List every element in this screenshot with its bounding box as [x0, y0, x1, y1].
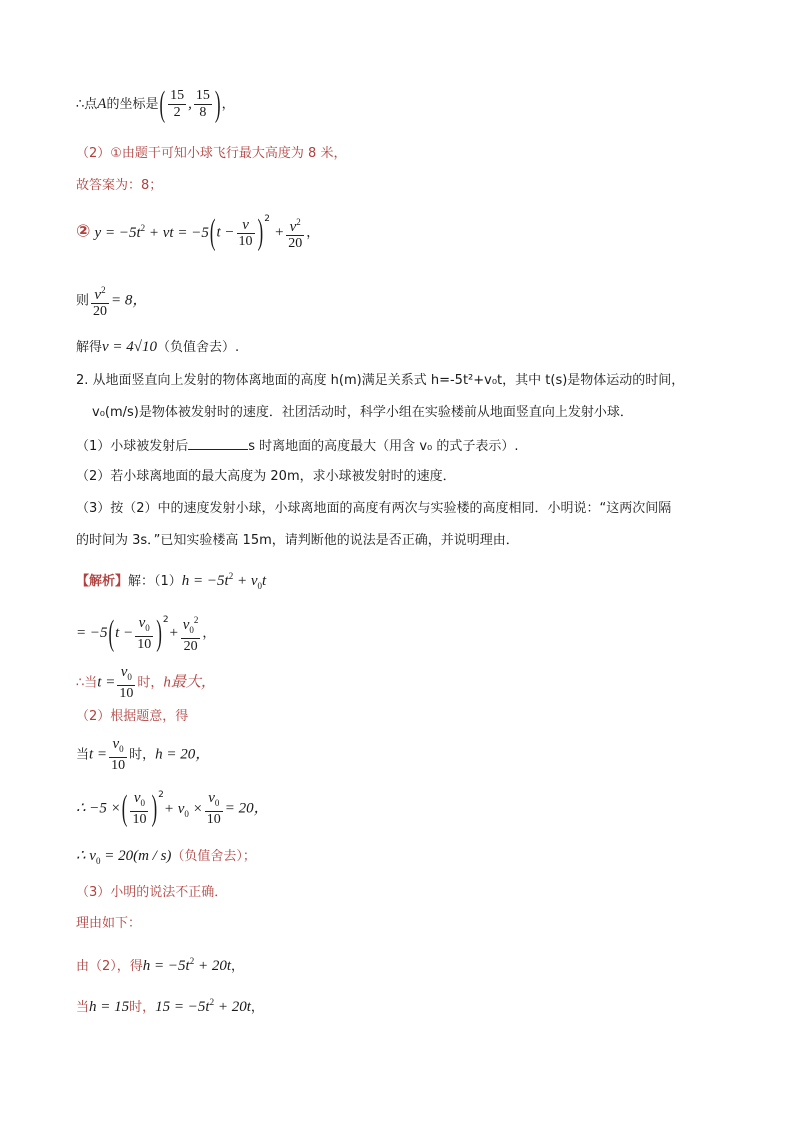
when-h15: 当h = 15时，$15 = -5t^2 + 20t$， — [76, 997, 264, 1015]
solution-start — [76, 567, 266, 595]
discard-note: （负值舍去）. — [157, 340, 240, 355]
frac-y: $\frac{15}{8}$ — [195, 88, 210, 120]
then-text: 则 — [76, 293, 90, 309]
frac-v2-20: $\frac{v^2}{20}$ — [286, 214, 304, 252]
h-max: h最大， — [163, 674, 216, 691]
solution-part3: （3）小明的说法不正确． — [76, 885, 228, 900]
discard-note: （负值舍去）； — [171, 849, 256, 864]
frac-x: $\frac{15}{2}$ — [170, 88, 185, 120]
when-suffix: 时， — [129, 1000, 156, 1015]
when-t-h20 — [76, 736, 210, 774]
plus-sign: + — [274, 224, 285, 241]
solve-text: 解得 — [76, 340, 103, 355]
when-suffix: 时， — [137, 675, 164, 691]
from-label: 由（2），得 — [76, 959, 143, 974]
eq-inner: t − — [216, 224, 235, 241]
frac-v0-10: $\frac{v_0}{10}$ — [132, 790, 147, 827]
h-expr: $h = -5t^2 + v_0t$ — [181, 571, 267, 591]
t-minus: t − — [115, 625, 134, 641]
from-part2: 由（2），得$h = -5t^2 + 20t$， — [76, 956, 245, 974]
therefore-text: ∴点 — [76, 97, 98, 112]
circle-two-marker: ② — [76, 221, 91, 242]
t-eq: t = — [89, 746, 108, 763]
question2-line2: v₀(m/s)是物体被发射时的速度．社团活动时，科学小组在实验楼前从地面竖直向上发射小球． — [92, 405, 633, 420]
h-formula: $h = -5t^2 + 20t$ — [142, 956, 231, 974]
v-value: v = 4√10 — [102, 339, 158, 355]
plus-sign: + — [168, 625, 179, 641]
solution-v — [76, 338, 239, 357]
v0-value: ∴ $v_0 = 20(m / s)$ — [76, 848, 172, 866]
paren-open: ( — [159, 83, 166, 124]
solution-label: 解：（1） — [128, 574, 182, 589]
frac-v0-10: $\frac{v_0}{10}$ — [119, 664, 134, 701]
substitution-eq: ∴ −5 ×( $\frac{v_0}{10}$ )$^2+ v_0$ × $\frac{v_0}{10}$ = 20， — [76, 788, 269, 828]
question2-part1: （1）小球被发射后 s 时离地面的高度最大（用含 v₀ 的式子表示）. — [76, 439, 519, 454]
paren-open: ( — [108, 612, 115, 653]
frac-v0-10: $\frac{v_0}{10}$ — [206, 790, 221, 827]
when-label: 当 — [76, 747, 90, 763]
answer-blank — [188, 437, 248, 450]
plus-v0: + $v_0$ × — [163, 800, 203, 819]
coord-label: 的坐标是 — [106, 97, 159, 112]
paren-close: ) — [156, 612, 162, 653]
question2-part3-a: （3）按（2）中的速度发射小球，小球离地面的高度有两次与实验楼的高度相同．小明说：“这两次间隔 — [76, 501, 672, 516]
paren-close: ) — [151, 788, 158, 828]
paren-open: ( — [209, 212, 216, 252]
frac-v-10: $\frac{v}{10}$ — [238, 216, 253, 249]
h-equals-20: h = 20， — [155, 746, 211, 763]
equation-max-height — [76, 282, 147, 320]
answer-line: 故答案为：8； — [76, 178, 163, 193]
equals-20: = 20， — [224, 800, 269, 817]
frac-v2-20: $\frac{v^2}{20}$ — [91, 282, 109, 320]
coordinate-line: ∴点A的坐标是( $\frac{15}{2}$ , $\frac{15}{8}$ )， — [76, 83, 235, 124]
question2-part3-b: 的时间为 3s．”已知实验楼高 15m，请判断他的说法是否正确，并说明理由． — [76, 533, 519, 548]
h-equals-15: h = 15 — [89, 999, 130, 1015]
var-a: A — [97, 96, 107, 112]
eq-start: = −5 — [76, 625, 108, 641]
part2-heading: （2）①由题干可知小球飞行最大高度为 8 米， — [76, 146, 347, 161]
t-eq: t = — [97, 674, 116, 691]
analysis-tag: 【解析】 — [76, 574, 129, 589]
when-t-max — [76, 664, 216, 702]
reason-label: 理由如下： — [76, 916, 142, 931]
question2-part2: （2）若小球离地面的最大高度为 20m，求小球被发射时的速度． — [76, 469, 456, 484]
frac-v0sq-20: $\frac{v_0^2}{20}$ — [181, 612, 201, 655]
eq-15: $15 = -5t^2 + 20t$ — [155, 997, 251, 1015]
solution-vertex-form: = −5(t − $\frac{v_0}{10}$ )$^2$+ $\frac{v_0^2}{20}$ ， — [76, 612, 216, 654]
paren-close: ) — [257, 212, 264, 252]
when-suffix: 时， — [129, 747, 156, 763]
solution-part2: （2）根据题意，得 — [76, 709, 189, 724]
paren-open: ( — [121, 788, 128, 828]
paren-close: ) — [214, 83, 221, 124]
question2-line1: 2. 从地面竖直向上发射的物体离地面的高度 h(m)满足关系式 h=-5t²+v₀t，其中 t(s)是物体运动的时间， — [76, 373, 685, 388]
when-label: 当 — [76, 1000, 90, 1015]
frac-v0-10: $\frac{v_0}{10}$ — [137, 614, 152, 652]
therefore-when: ∴当 — [76, 675, 98, 691]
v0-result — [76, 847, 256, 870]
equation-vertex-form: ② $y = -5t^2$ + vt = −5(t − $\frac{v}{10}$ )$^2$ + $\frac{v^2}{20}$ ， — [76, 212, 320, 252]
frac-v0-10: $\frac{v_0}{10}$ — [111, 736, 126, 773]
sub-start: ∴ −5 × — [76, 800, 121, 817]
equals-eight: = 8， — [111, 292, 148, 309]
eq-y: $y = -5t^2$ + vt = −5 — [94, 222, 209, 241]
